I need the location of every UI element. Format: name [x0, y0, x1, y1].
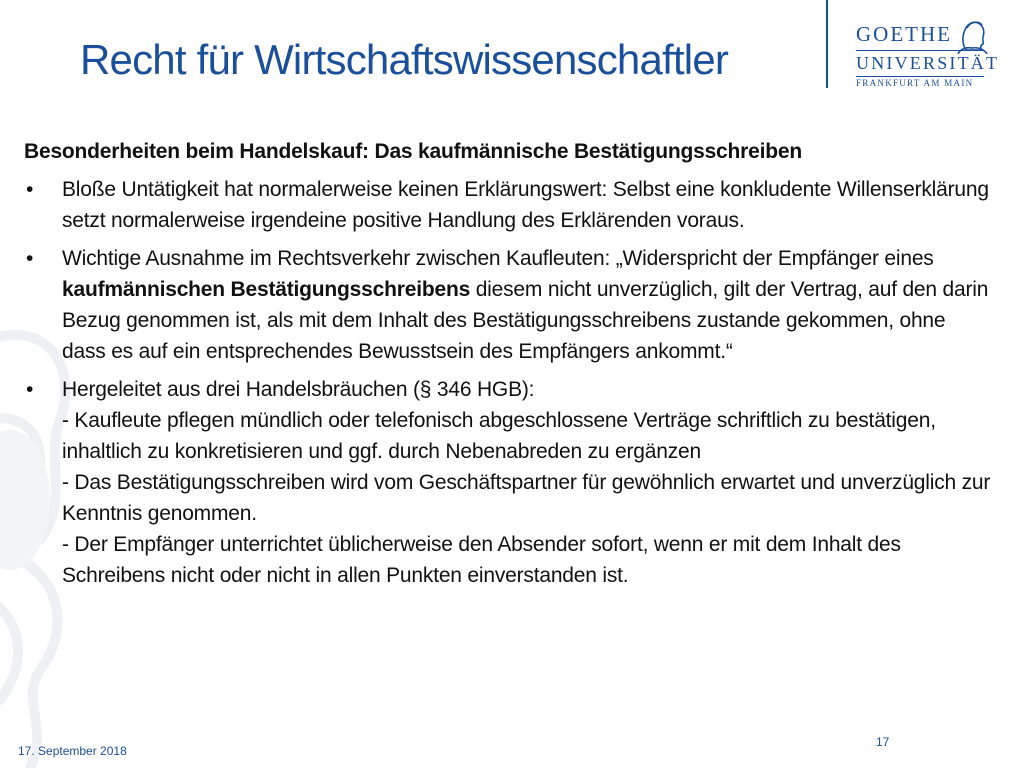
- bullet-text: [62, 247, 988, 363]
- bullet-dot: •: [26, 178, 34, 201]
- bullet-item: [24, 174, 994, 236]
- goethe-portrait-icon: [952, 16, 992, 54]
- logo-line-universitaet: UNIVERSITÄT: [856, 53, 1000, 73]
- logo-rule-top: [856, 50, 984, 51]
- section-subheading: Besonderheiten beim Handelskauf: Das kaufmännische Bestätigungsschreiben: [24, 140, 802, 163]
- bullet-dot: •: [26, 378, 34, 401]
- sub-point: - Kaufleute pflegen mündlich oder telefonisch abgeschlossene Verträge schriftlich zu bestätigen, inhaltlich zu konkretisieren und ggf. durch Nebenabreden zu ergänzen: [62, 409, 936, 463]
- bullet-emphasis: kaufmännischen Bestätigungsschreibens: [62, 278, 471, 301]
- university-logo: [852, 20, 1002, 92]
- bullet-item: [24, 243, 994, 367]
- bullet-dot: •: [26, 247, 34, 270]
- bullet-text: Bloße Untätigkeit hat normalerweise keinen Erklärungswert: Selbst eine konkludente Willenserklärung setzt normalerweise irgendeine positive Handlung des Erklärenden voraus.: [62, 178, 989, 232]
- logo-line-frankfurt: FRANKFURT AM MAIN: [856, 78, 974, 88]
- bullet-intro: Hergeleitet aus drei Handelsbräuchen (§ 346 HGB):: [62, 378, 535, 401]
- sub-point: - Das Bestätigungsschreiben wird vom Geschäftspartner für gewöhnlich erwartet und unverzüglich zur Kenntnis genommen.: [62, 471, 991, 525]
- bullet-text-part: diesem nicht unverzüglich, gilt der Vertrag, auf den darin Bezug genommen ist, als mit dem Inhalt des Bestätigungsschreibens zustande gekommen, ohne dass es auf ein entsprechendes Bewusstsein des Empfängers ankommt.“: [62, 278, 989, 363]
- page-number: 17: [876, 735, 890, 749]
- sub-point: - Der Empfänger unterrichtet üblicherweise den Absender sofort, wenn er mit dem Inhalt des Schreibens nicht oder nicht in allen Punkten einverstanden ist.: [62, 533, 901, 587]
- slide-body: [24, 136, 994, 598]
- footer-date: 17. September 2018: [18, 744, 127, 758]
- logo-line-goethe: GOETHE: [856, 22, 952, 46]
- bullet-item: [24, 374, 994, 591]
- logo-rule-bottom: [856, 76, 984, 77]
- bullet-text-part: Wichtige Ausnahme im Rechtsverkehr zwischen Kaufleuten: „Widerspricht der Empfänger eines: [62, 247, 934, 270]
- slide-title: Recht für Wirtschaftswissenschaftler: [80, 36, 729, 83]
- header-divider: [826, 0, 828, 88]
